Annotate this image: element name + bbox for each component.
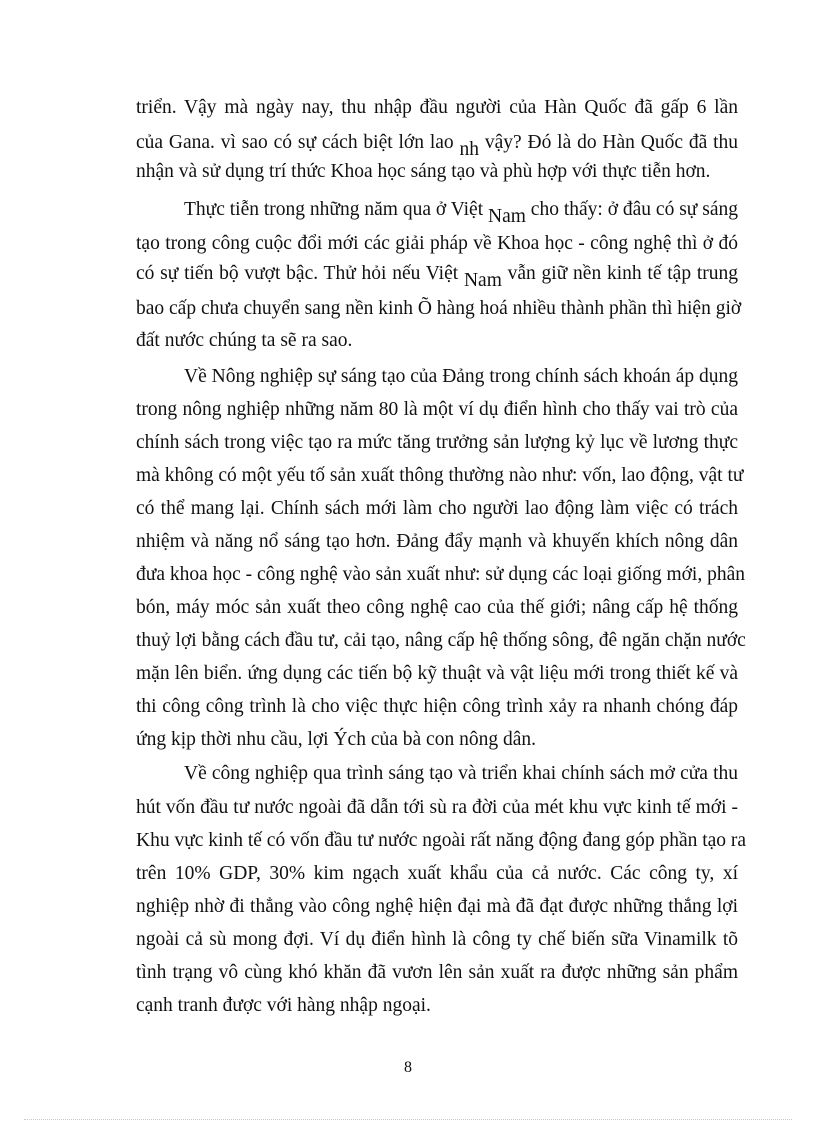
text-line: tình trạng vô cùng khó khăn đã vươn lên sản xuất ra được những sản phẩm xyxy=(136,962,738,983)
text-line: mặn lên biển. ứng dụng các tiến bộ kỹ thuật và vật liệu mới trong thiết kế và xyxy=(136,663,738,684)
text-line: triển. Vậy mà ngày nay, thu nhập đầu người của Hàn Quốc đã gấp 6 lần xyxy=(136,97,738,118)
text-line: trong nông nghiệp những năm 80 là một ví dụ điển hình cho thấy vai trò của xyxy=(136,399,738,420)
text-line: ứng kịp thời nhu cầu, lợi Ých của bà con nông dân. xyxy=(136,729,536,750)
text-line: thuỷ lợi bằng cách đầu tư, cải tạo, nâng cấp hệ thống sông, đê ngăn chặn nước xyxy=(136,630,746,651)
subscript-fragment: nh xyxy=(459,139,479,160)
text-fragment: vẫn giữ nền kinh tế tập trung xyxy=(501,263,738,284)
text-line: hút vốn đầu tư nước ngoài đã dẫn tới sù ra đời của mét khu vực kinh tế mới - xyxy=(136,797,738,818)
text-fragment: có sự tiến bộ vượt bậc. Thử hỏi nếu Việt xyxy=(136,263,464,284)
text-fragment: Thực tiễn trong những năm qua ở Việt xyxy=(184,199,488,220)
subscript-fragment: Nam xyxy=(488,206,526,227)
text-line: đưa khoa học - công nghệ vào sản xuất như: sử dụng các loại giống mới, phân xyxy=(136,564,746,585)
subscript-fragment: Nam xyxy=(463,270,502,291)
text-line: trên 10% GDP, 30% kim ngạch xuất khẩu của cả nước. Các công ty, xí xyxy=(136,863,738,884)
text-line: Về Nông nghiệp sự sáng tạo của Đảng trong chính sách khoán áp dụng xyxy=(184,366,738,387)
text-line: ngoài cả sù mong đợi. Ví dụ điển hình là công ty chế biến sữa Vinamilk tõ xyxy=(136,929,738,950)
text-line: Khu vực kinh tế có vốn đầu tư nước ngoài rất năng động đang góp phần tạo ra xyxy=(136,830,747,851)
text-line: chính sách trong việc tạo ra mức tăng trưởng sản lượng kỷ lục về lương thực xyxy=(136,432,738,453)
text-line: đất nước chúng ta sẽ ra sao. xyxy=(136,330,353,351)
page-number: 8 xyxy=(404,1059,412,1076)
text-line: thi công công trình là cho việc thực hiện công trình xảy ra nhanh chóng đáp xyxy=(136,696,738,717)
text-fragment: cho thấy: ở đâu có sự sáng xyxy=(525,199,738,220)
text-line: nhận và sử dụng trí thức Khoa học sáng tạo và phù hợp với thực tiễn hơn. xyxy=(136,161,711,182)
text-fragment: vậy? Đó là do Hàn Quốc đã thu xyxy=(479,132,739,153)
text-line: có thể mang lại. Chính sách mới làm cho người lao động làm việc có trách xyxy=(136,498,738,519)
text-line xyxy=(184,198,738,227)
text-line xyxy=(136,131,739,160)
text-line: bao cấp chưa chuyển sang nền kinh Õ hàng hoá nhiều thành phần thì hiện giờ xyxy=(136,298,742,319)
text-line: mà không có một yếu tố sản xuất thông thường nào như: vốn, lao động, vật tư xyxy=(136,465,744,486)
text-line: Về công nghiệp qua trình sáng tạo và triển khai chính sách mở cửa thu xyxy=(184,763,738,784)
page-boundary-rule xyxy=(24,1119,792,1120)
text-line: bón, máy móc sản xuất theo công nghệ cao của thế giới; nâng cấp hệ thống xyxy=(136,597,738,618)
text-line xyxy=(136,262,738,291)
text-fragment: của Gana. vì sao có sự cách biệt lớn lao xyxy=(136,132,460,153)
text-line: tạo trong công cuộc đổi mới các giải pháp về Khoa học - công nghệ thì ở đó xyxy=(136,233,738,254)
text-line: nhiệm và năng nổ sáng tạo hơn. Đảng đẩy mạnh và khuyến khích nông dân xyxy=(136,531,738,552)
text-line: nghiệp nhờ đi thẳng vào công nghệ hiện đại mà đã đạt được những thắng lợi xyxy=(136,896,738,917)
text-line: cạnh tranh được với hàng nhập ngoại. xyxy=(136,995,431,1016)
